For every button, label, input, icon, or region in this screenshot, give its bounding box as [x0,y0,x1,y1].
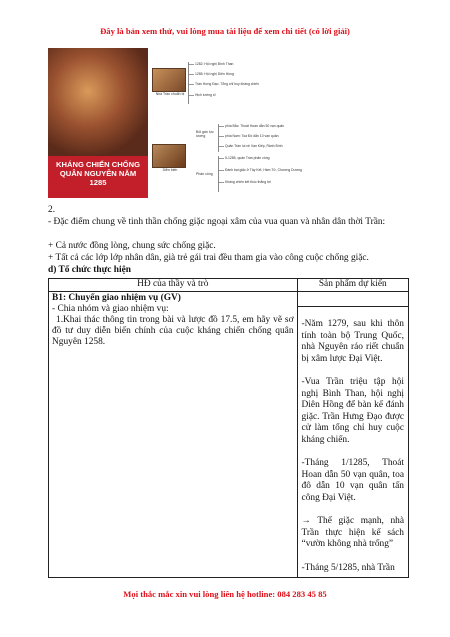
hotline-footer: Mọi thắc mắc xin vui lòng liên hệ hotline: 084 283 45 85 [123,589,327,599]
bracket-preparation [188,62,189,104]
thumb-progress [152,144,186,168]
lesson-mindmap-image [48,48,310,198]
prep-item: 1282: Hội nghị Bình Than [195,62,234,66]
activity-cell [49,292,298,578]
thumb-preparation [152,68,186,92]
bracket-counter [218,156,219,192]
force-item: Quân Trần lui về Vạn Kiếp, Rành Bình [225,144,283,148]
counter-item: Đánh bại giặc ở Tây Kết, Hàm Tử, Chương Dương [225,168,302,172]
prep-item: Hịch tướng sĩ [195,93,216,97]
item-number: 2. [48,205,56,215]
thumb-progress-label: Diễn biến [162,168,178,172]
step-line: - Chia nhóm và giao nhiệm vụ: [52,304,169,314]
prep-item: 1285: Hội nghị Diên Hồng [195,72,234,76]
poster-title: KHÁNG CHIẾN CHỐNG QUÂN NGUYÊN NĂM 1285 [56,160,140,187]
characteristic-point: + Cả nước đồng lòng, chung sức chống giặc. [48,241,216,251]
product-item: -Năm 1279, sau khi thôn tính toàn bộ Trung Quốc, nhà Nguyên ráo riết chuẩn bị xâm lược Đại Việt. [301,319,404,364]
poster-artwork [48,48,148,156]
table-row [49,292,409,578]
force-group-label: Bối gán lực lượng [196,130,214,138]
product-item: -Tháng 1/1285, Thoát Hoan dẫn 50 vạn quân, toa đô dẫn 10 vạn quân tấn công Đại Việt. [301,458,404,503]
cell-divider [298,298,408,307]
product-item: -Tháng 5/1285, nhà Trần [301,562,395,573]
col-header-product: Sản phẩm dự kiến [297,279,408,292]
counter-item: 5-1285, quân Trần phản công [225,156,270,160]
product-cell [297,292,408,578]
col-header-activity: HĐ của thầy và trò [49,279,298,292]
table-header-row [49,279,409,292]
bracket-forces [218,124,219,152]
product-list [302,319,404,577]
step-title: B1: Chuyển giao nhiệm vụ (GV) [52,293,181,303]
counter-group-label: Phản công [196,172,213,176]
prep-item: Trần Hưng Đạo: Tổng chỉ huy kháng chiến [195,82,259,86]
activity-table [48,278,409,578]
thumb-preparation-label: Nhà Trần chuẩn bị [155,92,185,96]
section-heading: d) Tổ chức thực hiện [48,265,131,275]
arrow-icon: → [301,516,311,526]
characteristic-line: - Đặc điểm chung về tinh thần chống giặc ngoại xâm của vua quan và nhân dân thời Trần: [48,217,386,227]
counter-item: Kháng chiến kết thúc thắng lợi [225,180,271,184]
preview-notice: Đây là bản xem thử, vui lòng mua tài liệu để xem chi tiết (có lời giải) [100,26,350,36]
product-item: -Vua Trần triệu tập hội nghị Bình Than, hội nghị Diên Hồng để bàn kế đánh giặc. Trần Hưng Đạo được cử làm tổng chỉ huy cuộc kháng chiến. [301,377,404,445]
force-item: phía Bắc: Thoát Hoan dẫn 50 vạn quân [225,124,285,128]
product-item: → Thế giặc mạnh, nhà Trần thực hiện kế sách “vườn không nhà trống” [301,516,404,549]
force-item: phía Nam: Toa Đô dẫn 10 vạn quân [225,134,279,138]
characteristic-point: + Tất cả các lớp lớp nhân dân, già trẻ gái trai đều tham gia vào công cuộc chống giặc. [48,253,369,263]
poster [48,48,148,198]
step-task: 1.Khai thác thông tin trong bài và lược đồ 17.5, em hãy vẽ sơ đồ tư duy diễn biến chính của cuộc kháng chiến chống quân Nguyên 1258. [52,315,294,347]
